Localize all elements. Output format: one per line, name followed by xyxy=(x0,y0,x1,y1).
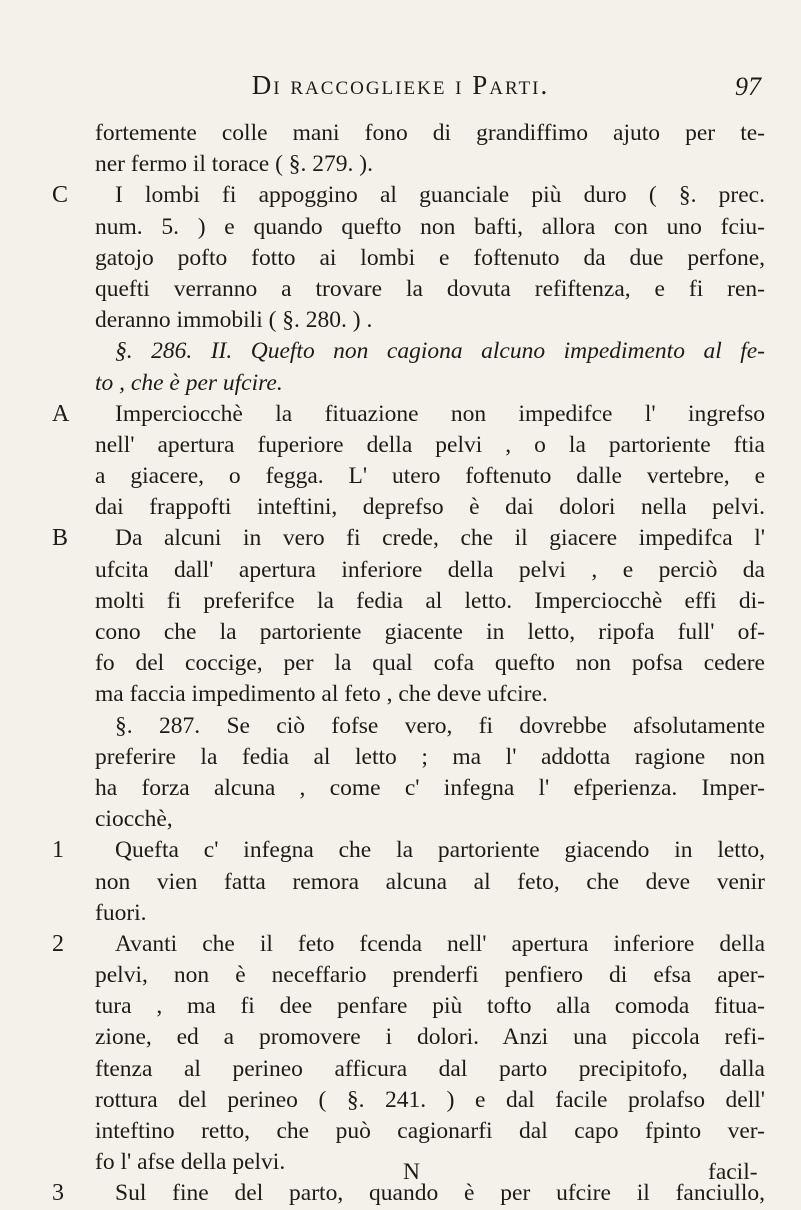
line-text: cono che la partoriente giacente in letto, ripofa full' of- xyxy=(95,619,765,645)
line-text: inteftino retto, che può cagionarfi dal capo fpinto ver- xyxy=(95,1118,765,1144)
line-text: ciocchè, xyxy=(95,806,173,833)
line-text: Avanti che il feto fcenda nell' apertura inferiore della xyxy=(115,930,765,957)
line-text: ftenza al perineo afficura dal parto precipitofo, dalla xyxy=(95,1055,765,1082)
line-text: rottura del perineo ( §. 241. ) e dal facile prolafso dell' xyxy=(95,1086,765,1113)
text-line xyxy=(0,492,765,523)
line-text: non vien fatta remora alcuna al feto, che deve venir xyxy=(95,868,765,895)
text-line xyxy=(0,1022,765,1053)
text-line xyxy=(0,991,765,1022)
page-number: 97 xyxy=(735,72,761,101)
catchword: facil- xyxy=(708,1159,758,1185)
line-text: ma faccia impedimento al feto , che deve ufcire. xyxy=(95,681,548,708)
text-line xyxy=(0,960,765,991)
text-line xyxy=(0,648,765,679)
line-text: num. 5. ) e quando quefto non bafti, allora con uno fciu- xyxy=(95,213,765,240)
line-text: tura , ma fi dee penfare più tofto alla comoda fitua- xyxy=(95,993,765,1020)
text-line xyxy=(0,305,765,336)
line-text: fortemente colle mani fono di grandiffimo ajuto per te- xyxy=(95,120,765,146)
text-line xyxy=(0,118,765,149)
text-line xyxy=(0,212,765,243)
margin-letter: C xyxy=(52,182,69,209)
text-line xyxy=(0,149,765,180)
margin-letter: B xyxy=(52,525,69,552)
line-text: gatojo pofto fotto ai lombi e foftenuto da due perfone, xyxy=(95,244,765,271)
text-line xyxy=(0,586,765,617)
text-line xyxy=(0,617,765,648)
text-line xyxy=(0,679,765,710)
margin-letter: 3 xyxy=(52,1180,64,1207)
text-line xyxy=(0,929,765,960)
text-line xyxy=(0,243,765,274)
text-line xyxy=(0,274,765,305)
text-line xyxy=(0,1085,765,1116)
line-text: fuori. xyxy=(95,899,147,926)
text-line xyxy=(0,804,765,835)
running-head xyxy=(0,70,801,110)
line-text: nell' apertura fuperiore della pelvi , o la partoriente ftia xyxy=(95,431,765,458)
line-text: ufcita dall' apertura inferiore della pelvi , e perciò da xyxy=(95,556,765,583)
line-text: Sul fine del parto, quando è per ufcire il fanciullo, xyxy=(115,1180,765,1207)
line-text: quefti verranno a trovare la dovuta refiftenza, e fi ren- xyxy=(95,275,765,302)
text-line xyxy=(0,430,765,461)
line-text: deranno immobili ( §. 280. ) . xyxy=(95,307,373,334)
line-text: ha forza alcuna , come c' infegna l' efperienza. Imper- xyxy=(95,774,765,801)
margin-letter: A xyxy=(52,400,70,427)
line-text: Quefta c' infegna che la partoriente giacendo in letto, xyxy=(115,837,765,864)
line-text: Da alcuni in vero fi crede, che il giacere impedifca l' xyxy=(115,525,765,552)
line-text: dai frappofti inteftini, deprefso è dai dolori nella pelvi. xyxy=(95,494,765,521)
text-line xyxy=(0,180,765,211)
text-line xyxy=(0,1147,765,1178)
text-line xyxy=(0,523,765,554)
line-text: zione, ed a promovere i dolori. Anzi una piccola refi- xyxy=(95,1024,765,1051)
margin-letter: 1 xyxy=(52,837,64,864)
line-text: to , che è per ufcire. xyxy=(95,369,283,396)
margin-letter: 2 xyxy=(52,930,64,957)
signature-mark: N xyxy=(403,1159,420,1185)
body-text xyxy=(0,118,801,1210)
text-line xyxy=(0,461,765,492)
line-text: §. 287. Se ciò fofse vero, fi dovrebbe afsolutamente xyxy=(115,712,765,739)
line-text: preferire la fedia al letto ; ma l' addotta ragione non xyxy=(95,743,765,770)
text-line xyxy=(0,711,765,742)
text-line xyxy=(0,1116,765,1147)
text-line xyxy=(0,1178,765,1209)
section-heading-line xyxy=(0,336,765,367)
line-text: fo del coccige, per la qual cofa quefto non pofsa cedere xyxy=(95,650,765,677)
text-line xyxy=(0,1054,765,1085)
text-line xyxy=(0,399,765,430)
line-text: a giacere, o fegga. L' utero foftenuto dalle vertebre, e xyxy=(95,463,765,490)
text-line xyxy=(0,773,765,804)
line-text: ner fermo il torace ( §. 279. ). xyxy=(95,151,373,178)
text-line xyxy=(0,867,765,898)
line-text: fo l' afse della pelvi. xyxy=(95,1149,286,1176)
section-heading-line xyxy=(0,368,765,399)
line-text: §. 286. II. Quefto non cagiona alcuno impedimento al fe- xyxy=(115,338,765,365)
text-line xyxy=(0,742,765,773)
text-line xyxy=(0,898,765,929)
line-text: Imperciocchè la fituazione non impedifce l' ingrefso xyxy=(115,400,765,427)
text-line xyxy=(0,835,765,866)
line-text: pelvi, non è neceffario prenderfi penfiero di efsa aper- xyxy=(95,962,765,989)
text-line xyxy=(0,555,765,586)
line-text: I lombi fi appoggino al guanciale più duro ( §. prec. xyxy=(115,182,765,209)
line-text: molti fi preferifce la fedia al letto. Imperciocchè effi di- xyxy=(95,587,765,614)
running-head-title: Di raccoglieke i Parti. xyxy=(251,70,550,100)
